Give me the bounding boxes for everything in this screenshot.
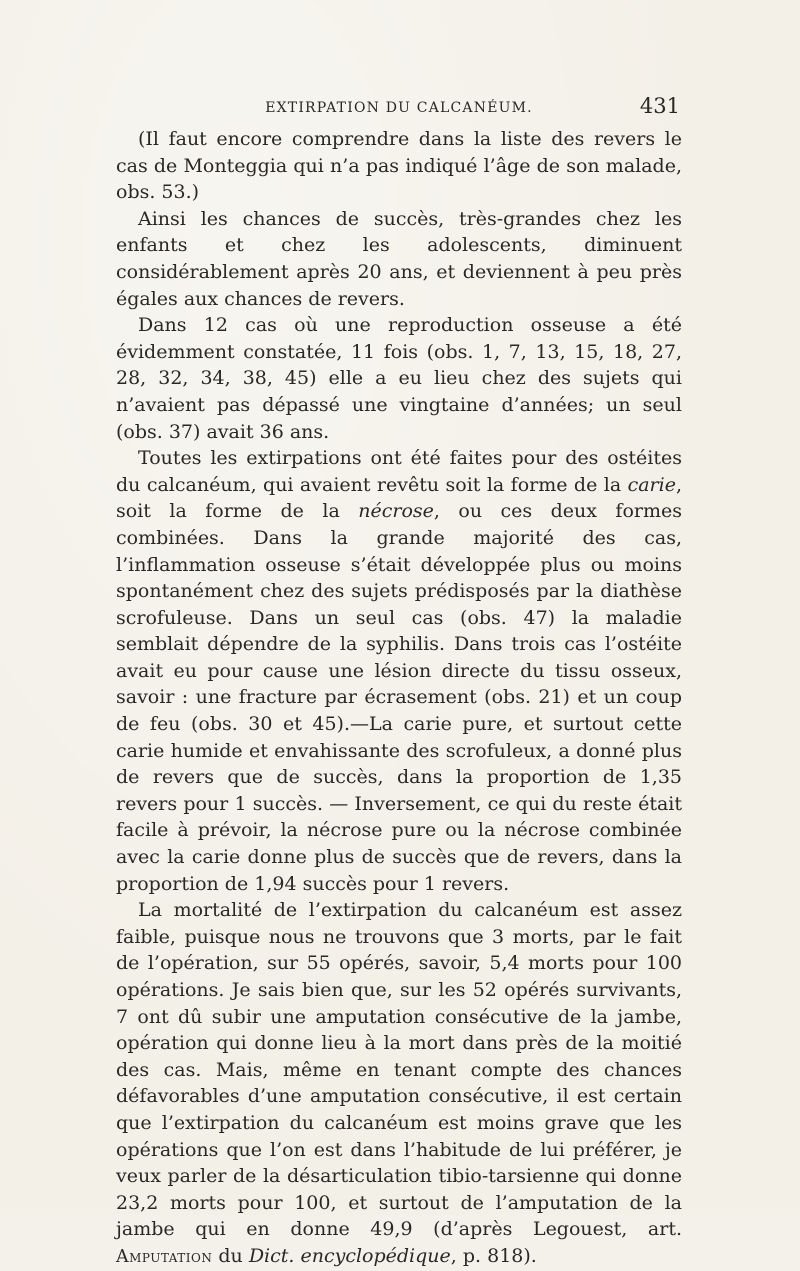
- paragraph-text: La mortalité de l’extirpation du calcanéum est assez faible, puisque nous ne trouvons que 3 morts, par le fait de l’opération, sur 55 opérés, savoir, 5,4 morts pour 100 opérations. Je sais bien que, sur les 52 opérés survivants, 7 ont dû subir une amputation consécutive de la jambe, opération qui donne lieu à la mort dans près de la moitié des cas. Mais, même en tenant compte des chances défavorables d’une amputation consécutive, il est certain que l’extirpation du calcanéum est moins grave que les opérations que l’on est dans l’habitude de lui préférer, je veux parler de la désarticulation tibio-tarsienne qui donne 23,2 morts pour 100, et surtout de l’amputation de la jambe qui en donne 49,9 (d’après Legouest, art.: [116, 899, 682, 1241]
- running-title: EXTIRPATION DU CALCANÉUM.: [265, 100, 533, 116]
- paragraph-text: Dans 12 cas où une reproduction osseuse a été évidemment constatée, 11 fois (obs. 1, 7, 13, 15, 18, 27, 28, 32, 34, 38, 45) elle a eu lieu chez des sujets qui n’avaient pas dépassé une vingtaine d’années; un seul (obs. 37) avait 36 ans.: [116, 314, 682, 443]
- paragraph-chances: [116, 206, 682, 312]
- paragraph-text: , ou ces deux formes combinées. Dans la grande majorité des cas, l’inflammation osseuse s’était développée plus ou moins spontanément chez des sujets prédisposés par la diathèse scrofuleuse. Dans un seul cas (obs. 47) la maladie semblait dépendre de la syphilis. Dans trois cas l’ostéite avait eu pour cause une lésion directe du tissu osseux, savoir : une fracture par écrasement (obs. 21) et un coup de feu (obs. 30 et 45).—La carie pure, et surtout cette carie humide et envahissante des scrofuleux, a donné plus de revers que de succès, dans la proportion de 1,35 revers pour 1 succès. — Inversement, ce qui du reste était facile à prévoir, la nécrose pure ou la nécrose combinée avec la carie donne plus de succès que de revers, dans la proportion de 1,94 succès pour 1 revers.: [116, 500, 682, 895]
- page-number: 431: [639, 94, 680, 118]
- italic-dict-encyclopedique: Dict. encyclopédique: [248, 1244, 451, 1267]
- paragraph-monteggia: [116, 126, 682, 206]
- paragraph-text: (Il faut encore comprendre dans la liste des revers le cas de Monteggia qui n’a pas indiqué l’âge de son malade, obs. 53.): [116, 128, 682, 204]
- running-head: [118, 94, 680, 124]
- paragraph-text: du: [212, 1244, 249, 1267]
- italic-term-necrose: nécrose: [358, 500, 434, 523]
- paragraph-text: Ainsi les chances de succès, très-grandes chez les enfants et chez les adolescents, diminuent considérablement après 20 ans, et deviennent à peu près égales aux chances de revers.: [116, 207, 682, 310]
- body-text: [116, 126, 682, 1271]
- small-caps-amputation: Amputation: [116, 1246, 213, 1267]
- italic-term-carie: carie: [627, 473, 676, 496]
- paragraph-reproduction: [116, 312, 682, 445]
- paragraph-text: Toutes les extirpations ont été faites pour des ostéites du calcanéum, qui avaient revêtu soit la forme de la: [116, 447, 682, 496]
- paragraph-text: , p. 818).: [450, 1244, 537, 1267]
- paragraph-text: , soit la forme de la: [116, 473, 682, 523]
- paragraph-osteites: [116, 445, 682, 897]
